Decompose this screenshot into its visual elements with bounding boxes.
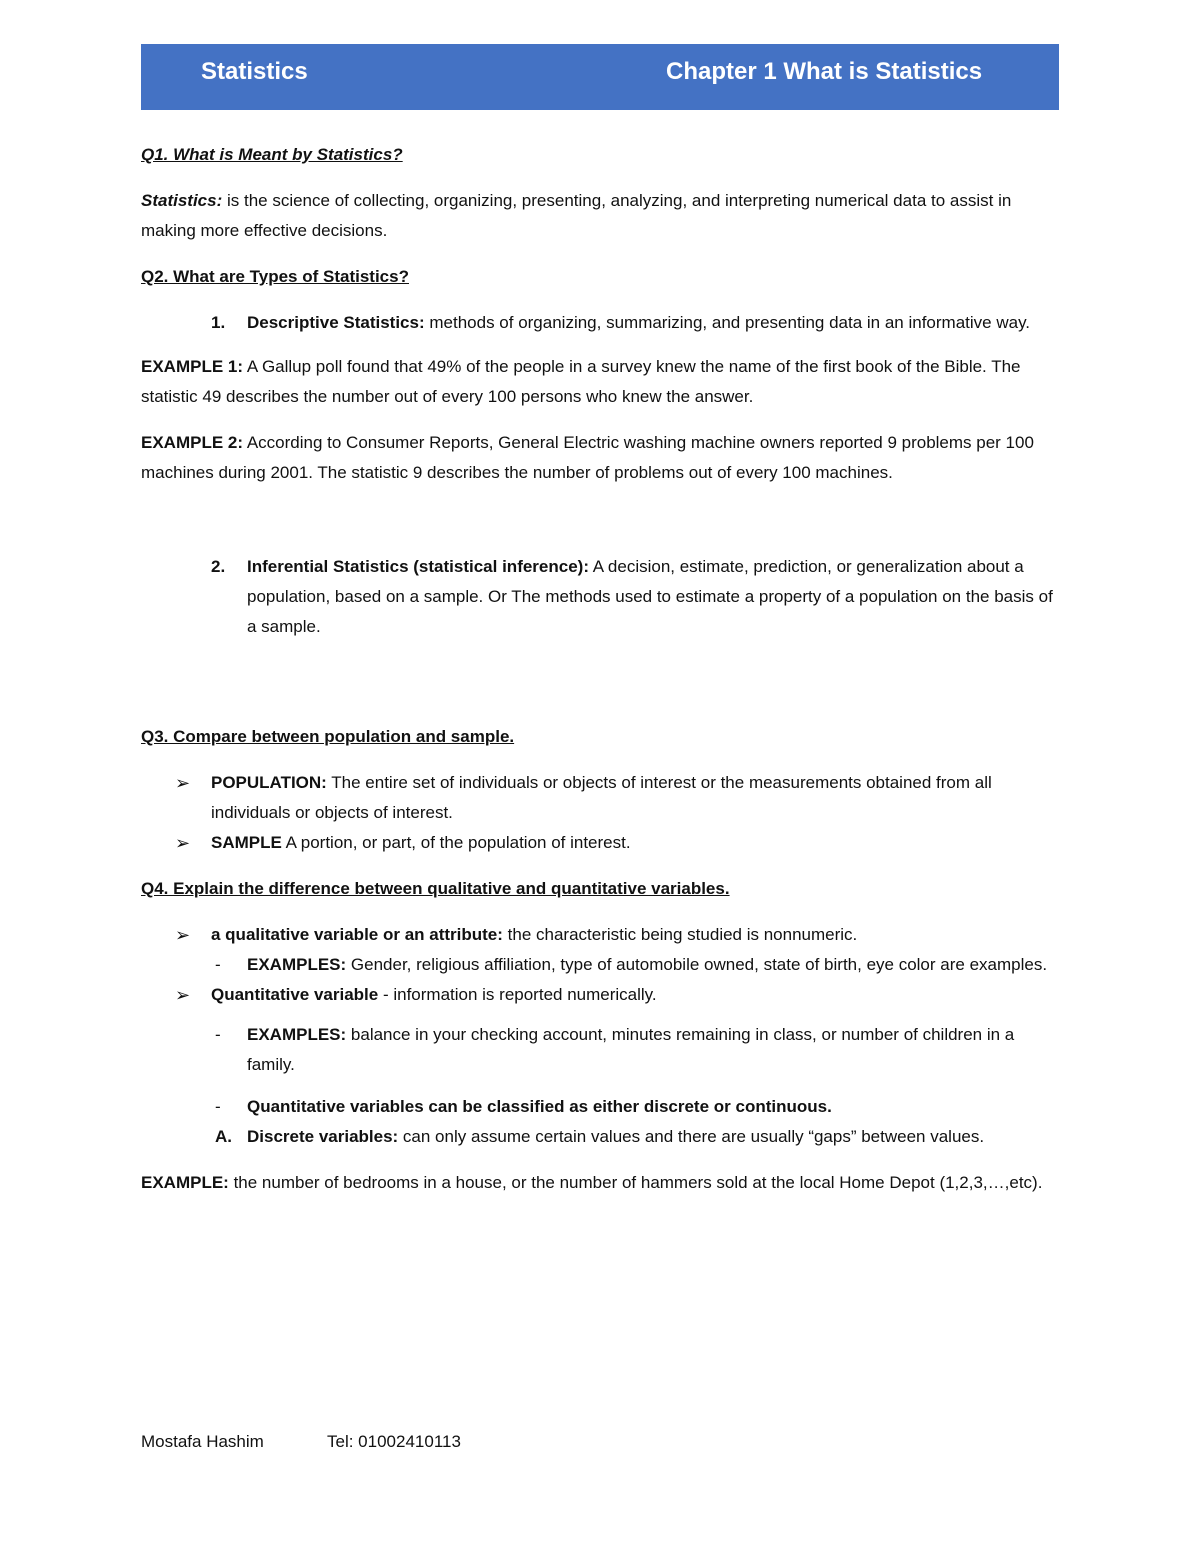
q4-heading: Q4. Explain the difference between qualitative and quantitative variables. (141, 879, 730, 898)
quantitative-bullet (141, 980, 1061, 1010)
q1-term: Statistics: (141, 191, 223, 210)
quantitative-text: - information is reported numerically. (378, 985, 657, 1004)
qualitative-text: the characteristic being studied is nonnumeric. (502, 925, 858, 944)
sample-text: A portion, or part, of the population of interest. (281, 833, 631, 852)
document-body (141, 140, 1061, 1214)
arrow-bullet-icon: ➢ (175, 985, 191, 1005)
example-1 (141, 352, 1061, 412)
population-term: POPULATION: (211, 773, 327, 792)
q2-heading: Q2. What are Types of Statistics? (141, 267, 409, 286)
arrow-bullet-icon: ➢ (175, 833, 191, 853)
qualitative-term: a qualitative variable or an attribute: (211, 925, 503, 944)
quantitative-examples (141, 1020, 1061, 1080)
quant-examples-text: balance in your checking account, minutes remaining in class, or number of children in a family. (247, 1025, 1015, 1074)
descriptive-term: Descriptive Statistics: (247, 313, 425, 332)
q1-answer (141, 186, 1061, 246)
sample-term: SAMPLE (211, 833, 282, 852)
example-2-text: According to Consumer Reports, General Electric washing machine owners reported 9 problems per 100 machines during 2001. The statistic 9 describes the number of problems out of every 100 machines. (141, 433, 1034, 482)
population-text: The entire set of individuals or objects of interest or the measurements obtained from all individuals or objects of interest. (211, 773, 992, 822)
footer-phone: Tel: 01002410113 (327, 1432, 461, 1451)
discrete-term: Discrete variables: (247, 1127, 399, 1146)
qual-examples-label: EXAMPLES: (247, 955, 347, 974)
sample-bullet (141, 828, 1061, 858)
example-1-label: EXAMPLE 1: (141, 357, 244, 376)
arrow-bullet-icon: ➢ (175, 925, 191, 945)
qualitative-bullet (141, 920, 1061, 950)
discrete-example (141, 1168, 1061, 1198)
example-1-text: A Gallup poll found that 49% of the people in a survey knew the name of the first book of the Bible. The statistic 49 describes the number out of every 100 persons who knew the answer. (141, 357, 1021, 406)
quant-examples-label: EXAMPLES: (247, 1025, 347, 1044)
header-chapter-title: Chapter 1 What is Statistics (666, 58, 983, 85)
population-bullet (141, 768, 1061, 828)
dash-bullet-icon: - (215, 1097, 221, 1116)
header-bar (141, 44, 1059, 110)
footer-author: Mostafa Hashim (141, 1432, 264, 1451)
discrete-example-text: the number of bedrooms in a house, or the number of hammers sold at the local Home Depot (1,2,3,…,etc). (228, 1173, 1043, 1192)
list-item-descriptive (141, 308, 1061, 338)
qual-examples-text: Gender, religious affiliation, type of automobile owned, state of birth, eye color are examples. (346, 955, 1048, 974)
discrete-variables (141, 1122, 1061, 1152)
q1-definition: is the science of collecting, organizing, presenting, analyzing, and interpreting numerical data to assist in making more effective decisions. (141, 191, 1012, 240)
header-subject-title: Statistics (201, 58, 308, 85)
list-item-inferential (141, 552, 1061, 642)
quantitative-term: Quantitative variable (211, 985, 379, 1004)
example-2 (141, 428, 1061, 488)
q1-heading: Q1. What is Meant by Statistics? (141, 145, 403, 164)
discrete-text: can only assume certain values and there are usually “gaps” between values. (398, 1127, 985, 1146)
arrow-bullet-icon: ➢ (175, 773, 191, 793)
dash-bullet-icon: - (215, 1025, 221, 1044)
list-number: 1. (211, 313, 226, 332)
inferential-term: Inferential Statistics (statistical inference): (247, 557, 589, 576)
inferential-text: A decision, estimate, prediction, or generalization about a population, based on a sample. Or The methods used to estimate a property of a population on the basis of a sample. (247, 557, 1053, 636)
page-footer (141, 1432, 461, 1452)
list-letter: A. (215, 1127, 232, 1146)
list-number: 2. (211, 557, 226, 576)
dash-bullet-icon: - (215, 955, 221, 974)
classification-text: Quantitative variables can be classified as either discrete or continuous. (247, 1097, 832, 1116)
classification-note (141, 1092, 1061, 1122)
q3-heading: Q3. Compare between population and sample. (141, 727, 515, 746)
qualitative-examples (141, 950, 1061, 980)
descriptive-text: methods of organizing, summarizing, and presenting data in an informative way. (424, 313, 1031, 332)
discrete-example-label: EXAMPLE: (141, 1173, 229, 1192)
example-2-label: EXAMPLE 2: (141, 433, 244, 452)
